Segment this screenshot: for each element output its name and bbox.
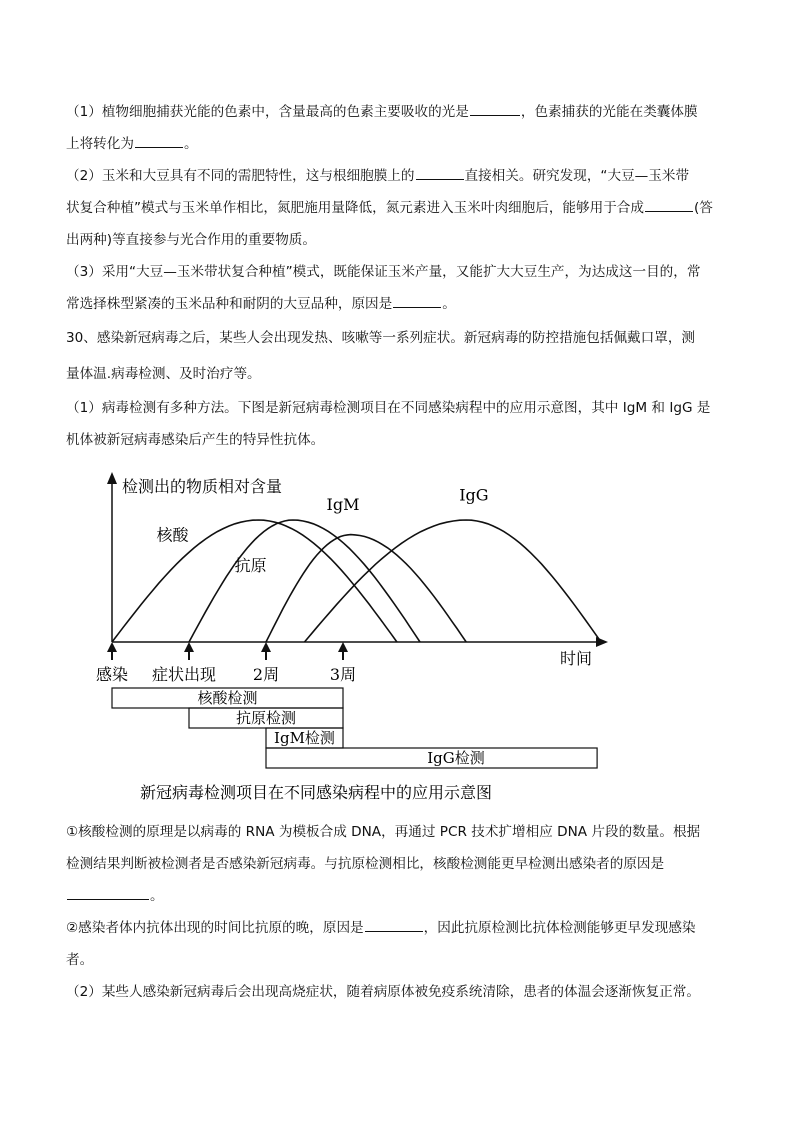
q29-part2 (66, 160, 736, 256)
q30-part2 (66, 976, 736, 1008)
curve-label-抗原: 抗原 (234, 556, 267, 576)
text: ①核酸检测的原理是以病毒的 RNA 为模板合成 DNA，再通过 PCR 技术扩增相应 DNA 片段的数量。根据 (66, 824, 701, 840)
q30-sub2 (66, 912, 736, 976)
answer-blank[interactable] (393, 293, 441, 308)
answer-blank[interactable] (645, 197, 693, 212)
text: （2）玉米和大豆具有不同的需肥特性，这与根细胞膜上的 (66, 168, 415, 184)
text: 状复合种植”模式与玉米单作相比，氮肥施用量降低，氮元素进入玉米叶肉细胞后，能够用于合成 (66, 200, 644, 216)
answer-blank[interactable] (416, 165, 464, 180)
text: ②感染者体内抗体出现的时间比抗原的晚，原因是 (66, 920, 364, 936)
answer-blank[interactable] (67, 885, 149, 900)
q29-part3 (66, 256, 736, 320)
curve-label-IgG: IgG (459, 485, 489, 505)
text: （3）采用“大豆—玉米带状复合种植”模式，既能保证玉米产量，又能扩大大豆生产，为达成这一目的，常 (66, 264, 701, 280)
chart-title: 新冠病毒检测项目在不同感染病程中的应用示意图 (140, 783, 493, 802)
text: 。 (442, 296, 456, 312)
text: （2）某些人感染新冠病毒后会出现高烧症状，随着病原体被免疫系统清除，患者的体温会逐渐恢复正常。 (66, 984, 700, 1000)
curve-核酸 (112, 520, 397, 642)
detection-bar-label: IgG检测 (427, 749, 485, 767)
curve-抗原 (189, 520, 420, 642)
marker-arrow-head (261, 642, 271, 652)
text: ，因此抗原检测比抗体检测能够更早发现感染 (423, 920, 696, 936)
curve-label-核酸: 核酸 (156, 525, 189, 545)
marker-label: 症状出现 (151, 665, 217, 684)
text: 30、感染新冠病毒之后，某些人会出现发热、咳嗽等一系列症状。新冠病毒的防控措施包括佩戴口罩，测 (66, 330, 696, 346)
y-axis-arrow (107, 472, 117, 484)
detection-bar-label: 抗原检测 (235, 709, 297, 727)
answer-blank[interactable] (470, 101, 520, 116)
marker-arrow-head (338, 642, 348, 652)
text: 者。 (66, 952, 94, 968)
q30-sub1 (66, 816, 736, 912)
detection-chart (0, 466, 794, 806)
detection-bar-label: 核酸检测 (197, 689, 258, 707)
text: 。 (150, 888, 164, 904)
text: （1）病毒检测有多种方法。下图是新冠病毒检测项目在不同感染病程中的应用示意图，其中 IgM 和 IgG 是 (66, 400, 711, 416)
curve-label-IgM: IgM (326, 495, 360, 515)
text: 。 (183, 136, 198, 152)
detection-bar-label: IgM检测 (274, 729, 335, 747)
text: 机体被新冠病毒感染后产生的特异性抗体。 (66, 432, 325, 448)
q30-stem (66, 320, 736, 392)
text: 上将转化为 (66, 136, 134, 152)
text: （1）植物细胞捕获光能的色素中，含量最高的色素主要吸收的光是 (66, 104, 469, 120)
text: 直接相关。研究发现，“大豆—玉米带 (464, 168, 690, 184)
q29-part1 (66, 96, 736, 160)
marker-label: 2周 (252, 665, 280, 684)
text: 检测结果判断被检测者是否感染新冠病毒。与抗原检测相比，核酸检测能更早检测出感染者的原因是 (66, 856, 665, 872)
answer-blank[interactable] (365, 917, 423, 932)
text: 常选择株型紧凑的玉米品种和耐阴的大豆品种，原因是 (66, 296, 393, 312)
x-axis-label: 时间 (560, 649, 593, 668)
text: (答 (693, 200, 713, 216)
text: 出两种)等直接参与光合作用的重要物质。 (66, 232, 316, 248)
marker-arrow-head (184, 642, 194, 652)
y-axis-label: 检测出的物质相对含量 (122, 477, 283, 496)
text: ，色素捕获的光能在类囊体膜 (520, 104, 698, 120)
marker-label: 3周 (329, 665, 357, 684)
curve-IgM (266, 535, 466, 642)
text: 量体温.病毒检测、及时治疗等。 (66, 366, 261, 382)
q30-part1 (66, 392, 736, 456)
marker-arrow-head (107, 642, 117, 652)
answer-blank[interactable] (135, 133, 183, 148)
marker-label: 感染 (95, 665, 129, 684)
